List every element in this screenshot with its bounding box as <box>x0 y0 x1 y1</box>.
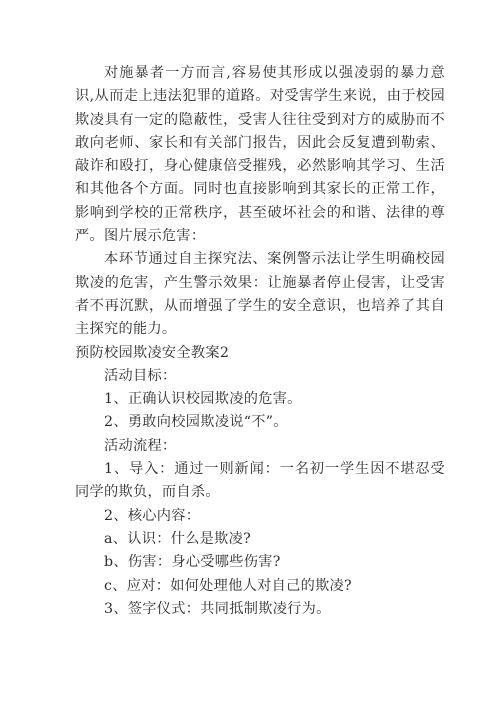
paragraph-summary: 本环节通过自主探究法、案例警示法让学生明确校园欺凌的危害，产生警示效果：让施暴者停止侵害，让受害者不再沉默，从而增强了学生的安全意识，也培养了其自主探究的能力。 <box>75 251 445 338</box>
paragraph-harm: 对施暴者一方而言,容易使其形成以强凌弱的暴力意识,从而走上违法犯罪的道路。对受害学生来说，由于校园欺凌具有一定的隐蔽性，受害人往往受到对方的威胁而不敢向老师、家长和有关部门报告，因此会反复遭到勒索、敲诈和殴打，身心健康倍受摧残，必然影响其学习、生活和其他各个方面。同时也直接影响到其家长的正常工作，影响到学校的正常秩序，甚至破坏社会的和谐、法律的尊严。图片展示危害： <box>75 65 445 245</box>
list-item-step-2a: a、认识：什么是欺凌? <box>104 530 252 547</box>
list-item-step-1: 1、导入：通过一则新闻：一名初一学生因不堪忍受同学的欺负，而自杀。 <box>75 461 445 501</box>
list-item-process-heading: 活动流程： <box>104 437 177 454</box>
document-body <box>75 62 445 621</box>
list-item-step-2c: c、应对：如何处理他人对自己的欺凌? <box>104 577 352 594</box>
list-item-step-2b: b、伤害：身心受哪些伤害? <box>104 554 281 571</box>
list-item-objective-2: 2、勇敢向校园欺凌说“不”。 <box>104 414 288 431</box>
list-item-step-3: 3、签字仪式：共同抵制欺凌行为。 <box>104 600 331 617</box>
list-item-objectives-heading: 活动目标： <box>104 367 177 384</box>
list-item-step-2: 2、核心内容： <box>104 507 201 524</box>
section-title: 预防校园欺凌安全教案2 <box>75 344 230 361</box>
list-item-objective-1: 1、正确认识校园欺凌的危害。 <box>104 391 302 408</box>
